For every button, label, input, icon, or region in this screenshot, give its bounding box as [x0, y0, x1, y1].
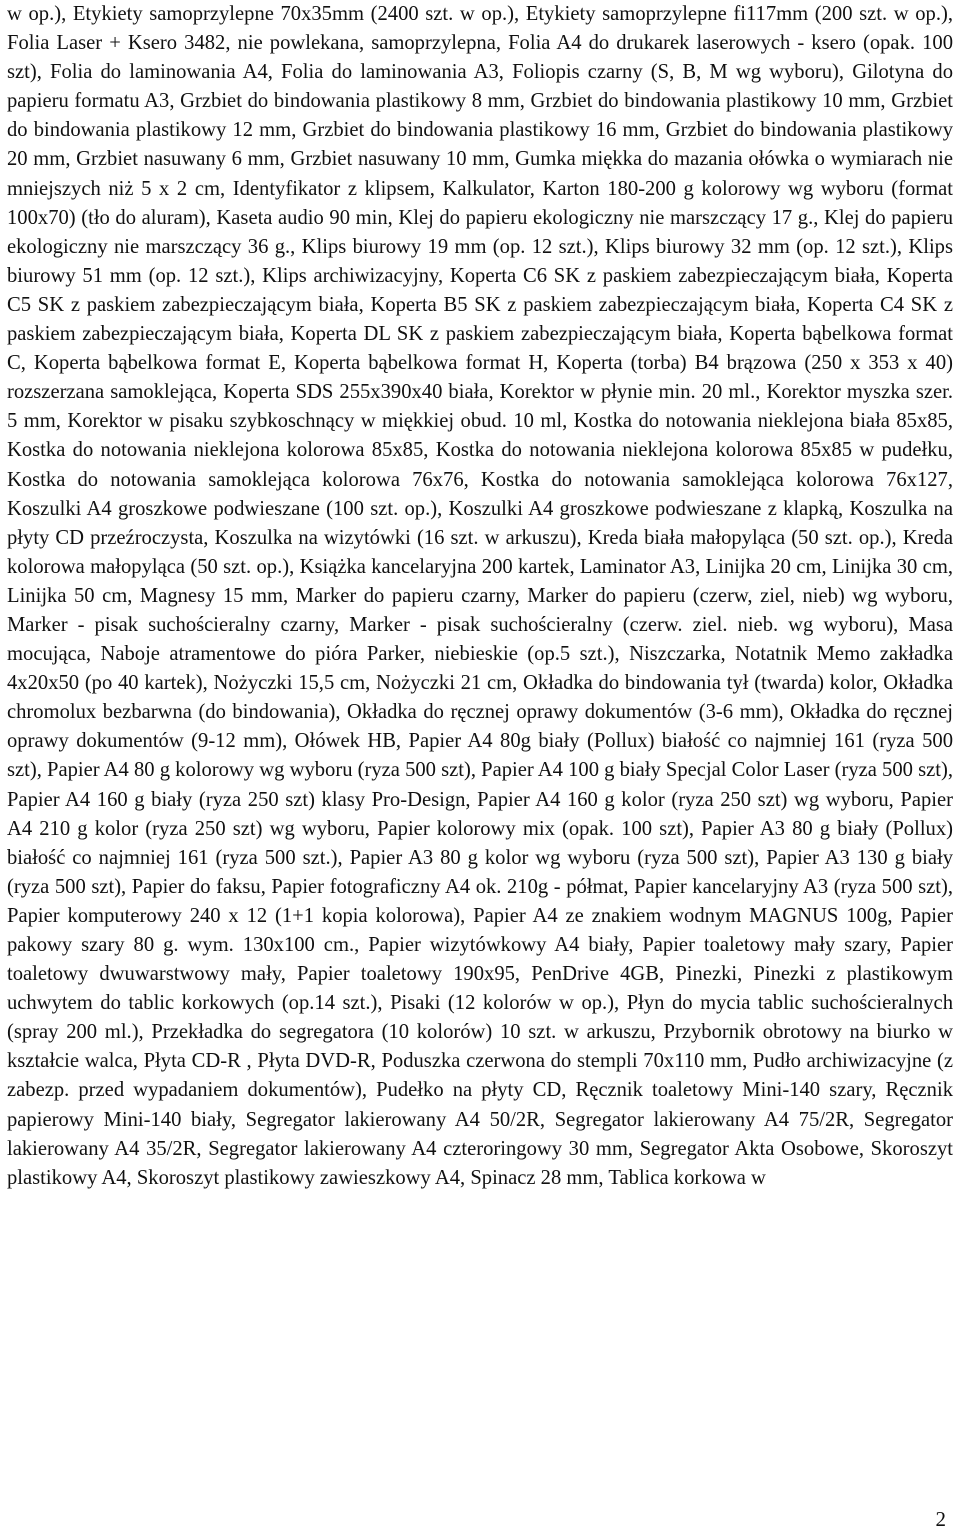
page-number: 2 — [935, 1507, 946, 1531]
body-paragraph: w op.), Etykiety samoprzylepne 70x35mm (2400 szt. w op.), Etykiety samoprzylepne fi117mm (200 szt. w op.), Folia Laser + Ksero 3482, nie powlekana, samoprzylepna, Folia A4 do drukarek laserowych - ksero (opak. 100 szt), Folia do laminowania A4, Folia do laminowania A3, Foliopis czarny (S, B, M wg wyboru), Gilotyna do papieru formatu A3, Grzbiet do bindowania plastikowy 8 mm, Grzbiet do bindowania plastikowy 10 mm, Grzbiet do bindowania plastikowy 12 mm, Grzbiet do bindowania plastikowy 16 mm, Grzbiet do bindowania plastikowy 20 mm, Grzbiet nasuwany 6 mm, Grzbiet nasuwany 10 mm, Gumka miękka do mazania ołówka o wymiarach nie mniejszych niż 5 x 2 cm, Identyfikator z klipsem, Kalkulator, Karton 180-200 g kolorowy wg wyboru (format 100x70) (tło do aluram), Kaseta audio 90 min, Klej do papieru ekologiczny nie marszczący 17 g., Klej do papieru ekologiczny nie marszczący 36 g., Klips biurowy 19 mm (op. 12 szt.), Klips biurowy 32 mm (op. 12 szt.), Klips biurowy 51 mm (op. 12 szt.), Klips archiwizacyjny, Koperta C6 SK z paskiem zabezpieczającym biała, Koperta C5 SK z paskiem zabezpieczającym biała, Koperta B5 SK z paskiem zabezpieczającym biała, Koperta C4 SK z paskiem zabezpieczającym biała, Koperta DL SK z paskiem zabezpieczającym biała, Koperta bąbelkowa format C, Koperta bąbelkowa format E, Koperta bąbelkowa format H, Koperta (torba) B4 brązowa (250 x 353 x 40) rozszerzana samoklejąca, Koperta SDS 255x390x40 biała, Korektor w płynie min. 20 ml., Korektor myszka szer. 5 mm, Korektor w pisaku szybkoschnący w miękkiej obud. 10 ml, Kostka do notowania nieklejona biała 85x85, Kostka do notowania nieklejona kolorowa 85x85, Kostka do notowania nieklejona kolorowa 85x85 w pudełku, Kostka do notowania samoklejąca kolorowa 76x76, Kostka do notowania samoklejąca kolorowa 76x127, Koszulki A4 groszkowe podwieszane (100 szt. op.), Koszulki A4 groszkowe podwieszane z klapką, Koszulka na płyty CD przeźroczysta, Koszulka na wizytówki (16 szt. w arkuszu), Kreda biała małopyląca (50 szt. op.), Kreda kolorowa małopyląca (50 szt. op.), Książka kancelaryjna 200 kartek, Laminator A3, Linijka 20 cm, Linijka 30 cm, Linijka 50 cm, Magnesy 15 mm, Marker do papieru czarny, Marker do papieru (czerw, ziel, nieb) wg wyboru, Marker - pisak suchościeralny czarny, Marker - pisak suchościeralny (czerw. ziel. nieb. wg wyboru), Masa mocująca, Naboje atramentowe do pióra Parker, niebieskie (op.5 szt.), Niszczarka, Notatnik Memo zakładka 4x20x50 (po 40 kartek), Nożyczki 15,5 cm, Nożyczki 21 cm, Okładka do bindowania tył (twarda) kolor, Okładka chromolux bezbarwna (do bindowania), Okładka do ręcznej oprawy dokumentów (3-6 mm), Okładka do ręcznej oprawy dokumentów (9-12 mm), Ołówek HB, Papier A4 80g biały (Pollux) białość co najmniej 161 (ryza 500 szt), Papier A4 80 g kolorowy wg wyboru (ryza 500 szt), Papier A4 100 g biały Specjal Color Laser (ryza 500 szt), Papier A4 160 g biały (ryza 250 szt) klasy Pro-Design, Papier A4 160 g kolor (ryza 250 szt) wg wyboru, Papier A4 210 g kolor (ryza 250 szt) wg wyboru, Papier kolorowy mix (opak. 100 szt), Papier A3 80 g biały (Pollux) białość co najmniej 161 (ryza 500 szt.), Papier A3 80 g kolor wg wyboru (ryza 500 szt), Papier A3 130 g biały (ryza 500 szt), Papier do faksu, Papier fotograficzny A4 ok. 210g - półmat, Papier kancelaryjny A3 (ryza 500 szt), Papier komputerowy 240 x 12 (1+1 kopia kolorowa), Papier A4 ze znakiem wodnym MAGNUS 100g, Papier pakowy szary 80 g. wym. 130x100 cm., Papier wizytówkowy A4 biały, Papier toaletowy mały szary, Papier toaletowy dwuwarstwowy mały, Papier toaletowy 190x95, PenDrive 4GB, Pinezki, Pinezki z plastikowym uchwytem do tablic korkowych (op.14 szt.), Pisaki (12 kolorów w op.), Płyn do mycia tablic suchościeralnych (spray 200 ml.), Przekładka do segregatora (10 kolorów) 10 szt. w arkuszu, Przybornik obrotowy na biurko w kształcie walca, Płyta CD-R , Płyta DVD-R, Poduszka czerwona do stempli 70x110 mm, Pudło archiwizacyjne (z zabezp. przed wypadaniem dokumentów), Pudełko na płyty CD, Ręcznik toaletowy Mini-140 szary, Ręcznik papierowy Mini-140 biały, Segregator lakierowany A4 50/2R, Segregator lakierowany A4 75/2R, Segregator lakierowany A4 35/2R, Segregator lakierowany A4 czteroringowy 30 mm, Segregator Akta Osobowe, Skoroszyt plastikowy A4, Skoroszyt plastikowy zawieszkowy A4, Spinacz 28 mm, Tablica korkowa w — [7, 3, 953, 1189]
